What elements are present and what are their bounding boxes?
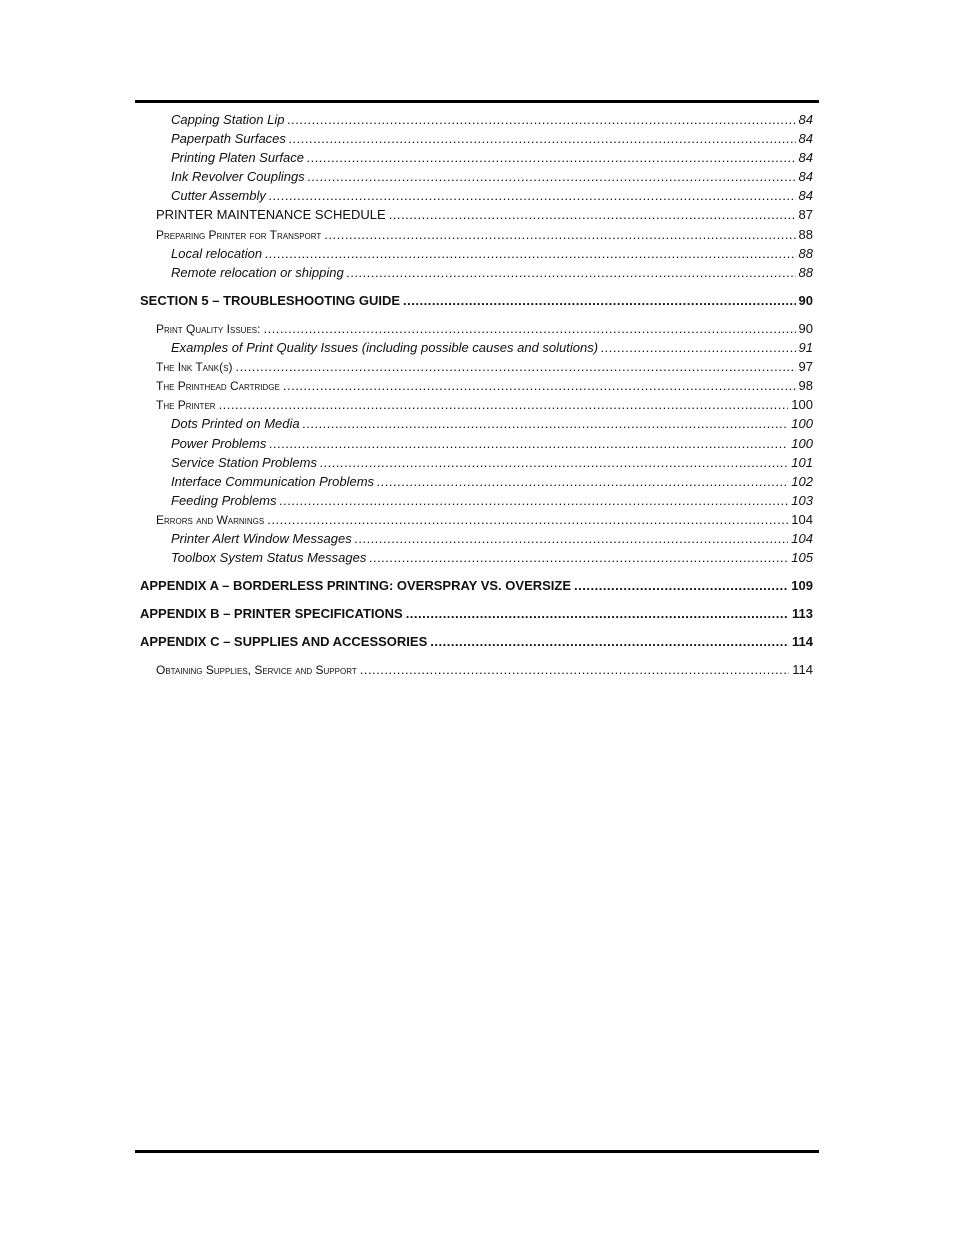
toc-entry-page: 114 <box>792 662 813 678</box>
toc-entry-page: 84 <box>798 112 813 127</box>
toc-entry-page: 104 <box>791 530 813 546</box>
toc-dot-leader <box>280 491 789 510</box>
toc-dot-leader <box>289 129 796 148</box>
toc-dot-leader <box>283 376 796 395</box>
toc-dot-leader <box>269 186 796 205</box>
toc-entry-page: 98 <box>798 378 813 394</box>
toc-entry-title: Feeding Problems <box>171 492 277 508</box>
toc-entry-page: 103 <box>791 492 813 508</box>
toc-dot-leader <box>269 434 788 453</box>
toc-dot-leader <box>308 167 796 186</box>
toc-entry-title: Printing Platen Surface <box>171 150 304 166</box>
toc-entry-page: 91 <box>798 340 813 356</box>
toc-entry-page: 90 <box>798 320 813 336</box>
toc-dot-leader <box>347 263 796 282</box>
toc-dot-leader <box>406 604 789 623</box>
toc-entry-title: Ink Revolver Couplings <box>171 169 305 185</box>
toc-entry-service-station-problems[interactable] <box>140 453 813 472</box>
toc-entry-title: Paperpath Surfaces <box>171 131 286 147</box>
toc-entry-page: 109 <box>791 578 813 594</box>
toc-entry-page: 84 <box>798 169 813 185</box>
toc-dot-leader <box>324 225 795 244</box>
toc-dot-leader <box>360 660 790 679</box>
toc-entry-power-problems[interactable] <box>140 434 813 453</box>
toc-dot-leader <box>307 148 796 167</box>
toc-entry-title: Local relocation <box>171 245 263 261</box>
toc-dot-leader <box>235 357 795 376</box>
toc-entry-title: Print Quality Issues: <box>156 321 261 336</box>
toc-dot-leader <box>263 319 795 338</box>
toc-entry-page: 114 <box>792 634 813 650</box>
toc-entry-page: 87 <box>798 207 813 223</box>
toc-dot-leader <box>377 472 788 491</box>
toc-entry-page: 100 <box>791 435 813 451</box>
toc-dot-leader <box>369 548 788 567</box>
toc-entry-page: 105 <box>791 550 813 566</box>
toc-entry-local-relocation[interactable] <box>140 244 813 263</box>
toc-entry-page: 113 <box>792 606 813 622</box>
toc-entry-title: Remote relocation or shipping <box>171 264 344 280</box>
toc-entry-paperpath-surfaces[interactable] <box>140 129 813 148</box>
toc-dot-leader <box>574 576 788 595</box>
toc-entry-the-printer[interactable] <box>140 395 813 414</box>
toc-entry-title: APPENDIX C – SUPPLIES AND ACCESSORIES <box>140 634 428 650</box>
toc-dot-leader <box>389 205 796 224</box>
toc-entry-ink-tanks[interactable] <box>140 357 813 376</box>
toc-entry-title: Examples of Print Quality Issues (including possible causes and solutions) <box>171 340 599 356</box>
toc-entry-preparing-printer-for-transport[interactable] <box>140 225 813 244</box>
header-rule <box>135 100 819 103</box>
toc-entry-title: Toolbox System Status Messages <box>171 550 367 566</box>
toc-entry-print-quality-issues[interactable] <box>140 319 813 338</box>
toc-entry-page: 100 <box>791 416 813 432</box>
toc-entry-page: 90 <box>798 292 813 308</box>
toc-entry-dots-printed[interactable] <box>140 414 813 433</box>
toc-entry-title: Preparing Printer for Transport <box>156 227 322 242</box>
toc-dot-leader <box>265 244 795 263</box>
toc-entry-page: 88 <box>798 264 813 280</box>
toc-entry-appendix-a[interactable] <box>140 576 813 595</box>
toc-entry-printer-maintenance-schedule[interactable] <box>140 205 813 224</box>
toc-dot-leader <box>601 338 795 357</box>
toc-entry-title: PRINTER MAINTENANCE SCHEDULE <box>156 207 386 223</box>
toc-entry-page: 88 <box>798 245 813 261</box>
toc-entry-title: Service Station Problems <box>171 454 317 470</box>
toc-entry-toolbox-status[interactable] <box>140 548 813 567</box>
toc-entry-title: APPENDIX A – BORDERLESS PRINTING: OVERSPRAY VS. OVERSIZE <box>140 578 572 594</box>
toc-entry-title: The Printhead Cartridge <box>156 379 280 394</box>
toc-entry-title: Errors and Warnings <box>156 512 265 527</box>
toc-entry-page: 97 <box>798 359 813 375</box>
toc-entry-examples-print-quality[interactable] <box>140 338 813 357</box>
toc-entry-section-5[interactable] <box>140 291 813 310</box>
toc-entry-capping-station-lip[interactable] <box>140 110 813 129</box>
toc-entry-page: 84 <box>798 150 813 166</box>
toc-entry-title: The Printer <box>156 398 216 413</box>
toc-entry-page: 84 <box>798 131 813 147</box>
toc-entry-title: SECTION 5 – TROUBLESHOOTING GUIDE <box>140 292 401 308</box>
toc-entry-appendix-b[interactable] <box>140 604 813 623</box>
toc-entry-errors-warnings[interactable] <box>140 510 813 529</box>
toc-entry-printer-alert-window[interactable] <box>140 529 813 548</box>
toc-entry-title: Printer Alert Window Messages <box>171 530 352 546</box>
toc-dot-leader <box>355 529 789 548</box>
toc-dot-leader <box>430 632 789 651</box>
toc-entry-title: Dots Printed on Media <box>171 416 300 432</box>
toc-entry-title: Cutter Assembly <box>171 188 266 204</box>
toc-entry-interface-communication[interactable] <box>140 472 813 491</box>
toc-dot-leader <box>219 395 789 414</box>
toc-entry-page: 100 <box>791 397 813 413</box>
toc-entry-cutter-assembly[interactable] <box>140 186 813 205</box>
table-of-contents <box>140 110 813 680</box>
toc-entry-obtaining-supplies[interactable] <box>140 660 813 679</box>
toc-entry-title: Interface Communication Problems <box>171 473 375 489</box>
toc-dot-leader <box>320 453 788 472</box>
toc-dot-leader <box>267 510 788 529</box>
toc-entry-printing-platen-surface[interactable] <box>140 148 813 167</box>
toc-entry-page: 88 <box>798 226 813 242</box>
toc-dot-leader <box>403 291 796 310</box>
toc-entry-title: Power Problems <box>171 435 267 451</box>
toc-entry-printhead-cartridge[interactable] <box>140 376 813 395</box>
toc-entry-feeding-problems[interactable] <box>140 491 813 510</box>
toc-entry-page: 84 <box>798 188 813 204</box>
toc-entry-page: 102 <box>791 473 813 489</box>
toc-entry-title: The Ink Tank(s) <box>156 360 233 375</box>
toc-entry-title: Capping Station Lip <box>171 112 285 127</box>
toc-entry-page: 104 <box>791 511 813 527</box>
toc-entry-remote-relocation[interactable] <box>140 263 813 282</box>
toc-dot-leader <box>287 110 795 129</box>
toc-entry-title: APPENDIX B – PRINTER SPECIFICATIONS <box>140 606 403 622</box>
toc-entry-appendix-c[interactable] <box>140 632 813 651</box>
toc-entry-title: Obtaining Supplies, Service and Support <box>156 663 357 678</box>
toc-entry-ink-revolver-couplings[interactable] <box>140 167 813 186</box>
toc-entry-page: 101 <box>791 454 813 470</box>
toc-dot-leader <box>303 414 789 433</box>
footer-rule <box>135 1150 819 1153</box>
